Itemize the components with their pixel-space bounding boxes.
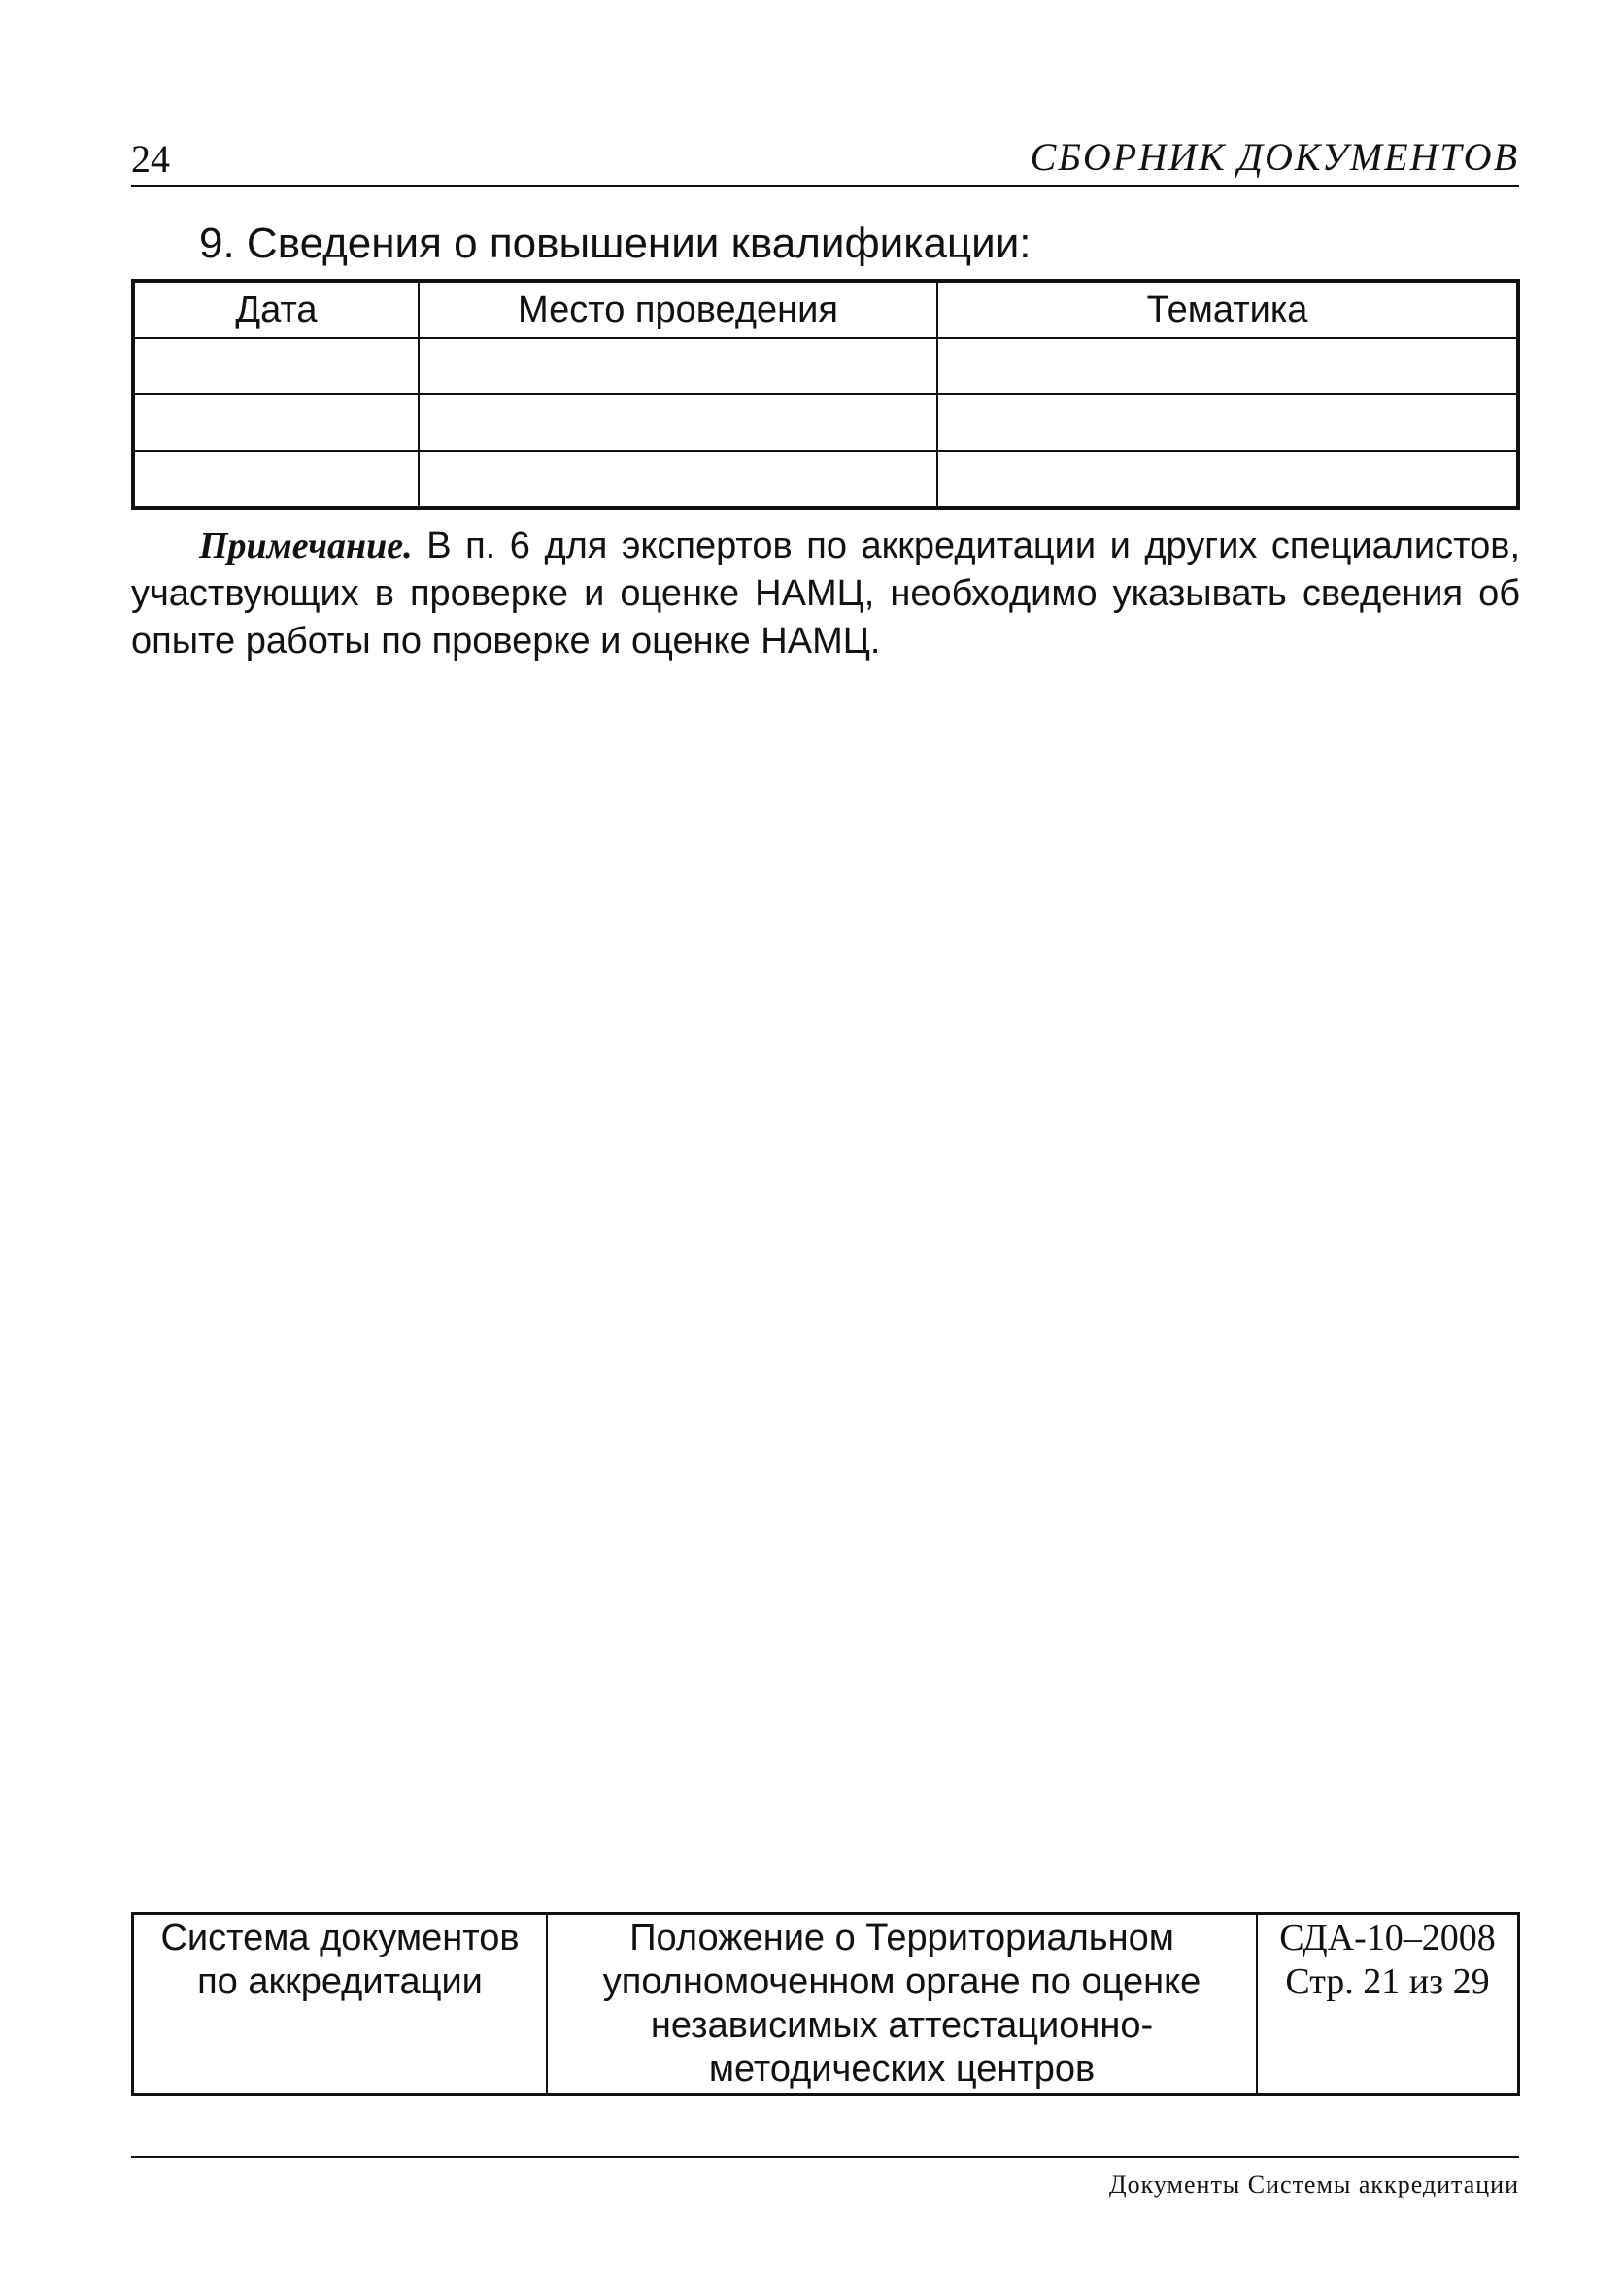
footer-title-line: методических центров [708, 2049, 1096, 2090]
footer-title-cell [547, 1914, 1257, 2095]
footer-system-cell [133, 1914, 548, 2095]
qualification-table [131, 279, 1520, 510]
table-cell[interactable] [419, 338, 937, 394]
table-cell[interactable] [937, 451, 1518, 508]
header-rule [131, 185, 1519, 187]
table-cell[interactable] [133, 451, 419, 508]
footer-code-cell [1257, 1914, 1518, 2095]
page-number: 24 [131, 137, 170, 181]
section-heading: 9. Сведения о повышении квалификации: [199, 220, 1032, 267]
table-cell[interactable] [937, 394, 1518, 451]
note [131, 523, 1520, 665]
table-row [133, 394, 1518, 451]
note-text: В п. 6 для экспертов по аккредитации и других специалистов, участвующих в проверке и оценке НАМЦ, необходимо указывать сведения об опыте работы по проверке и оценке НАМЦ. [131, 526, 1520, 662]
document-footer-table [131, 1912, 1520, 2096]
table-cell[interactable] [937, 338, 1518, 394]
column-header-venue: Место проведения [419, 281, 937, 338]
table-cell[interactable] [133, 338, 419, 394]
document-code: СДА-10–2008 [1279, 1918, 1496, 1958]
column-header-topic: Тематика [937, 281, 1518, 338]
running-title: СБОРНИК ДОКУМЕНТОВ [1030, 135, 1519, 179]
footer-title-line: уполномоченном органе по оценке [602, 1961, 1201, 2002]
table-cell[interactable] [419, 394, 937, 451]
footer-row [133, 1914, 1519, 2095]
footer-title-line: Положение о Территориальном [629, 1918, 1174, 1958]
note-paragraph [131, 523, 1520, 665]
table-cell[interactable] [419, 451, 937, 508]
table-row [133, 338, 1518, 394]
footer-rule [131, 2156, 1519, 2158]
running-footer: Документы Системы аккредитации [1108, 2170, 1519, 2198]
table-cell[interactable] [133, 394, 419, 451]
table-header-row [133, 281, 1518, 338]
footer-system-line: Система документов [160, 1918, 520, 1958]
footer-title-line: независимых аттестационно- [650, 2005, 1154, 2046]
table-row [133, 451, 1518, 508]
footer-system-line: по аккредитации [197, 1961, 483, 2002]
page-reference: Стр. 21 из 29 [1285, 1961, 1490, 2002]
note-label: Примечание. [199, 526, 413, 566]
column-header-date: Дата [133, 281, 419, 338]
